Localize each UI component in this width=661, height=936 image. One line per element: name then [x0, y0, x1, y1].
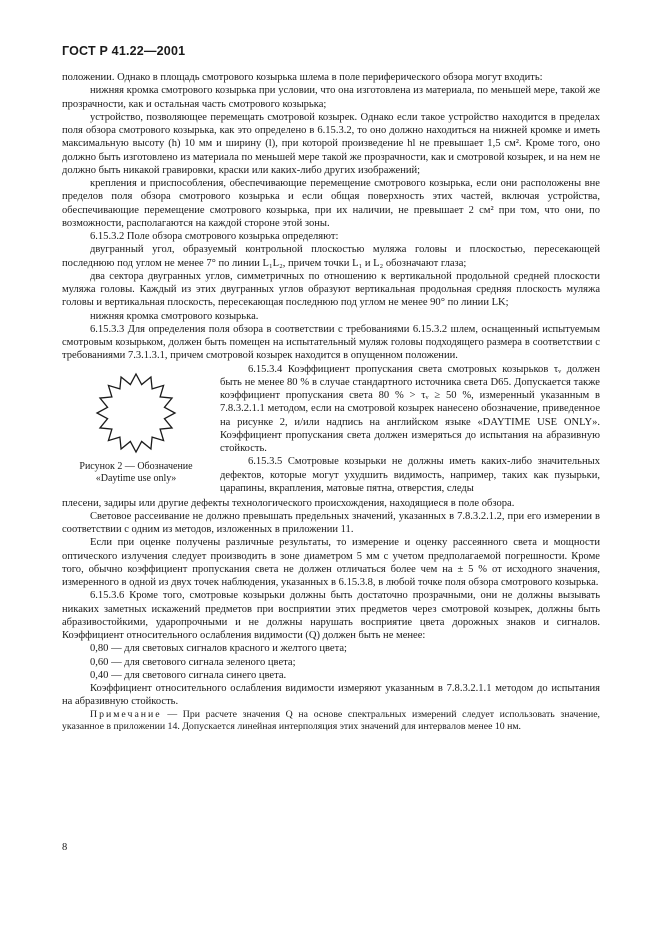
figure-2 — [62, 363, 210, 497]
note — [62, 709, 600, 735]
note-label: Примечание — [90, 708, 162, 720]
paragraph: плесени, задиры или другие дефекты технологического происхождения, находящиеся в поле обзора. — [62, 497, 515, 509]
paragraph: положении. Однако в площадь смотрового козырька шлема в поле периферического обзора могут входить: — [62, 72, 543, 83]
list-item: 0,60 — для светового сигнала зеленого цвета; — [90, 656, 296, 668]
note-text: — При расчете значения Q на основе спектральных измерений следует использовать значение, указанное в приложении 14. Допускается линейная интерполяция этих значений для интервалов менее 10 нм. — [62, 708, 600, 733]
paragraph: 6.15.3.5 Смотровые козырьки не должны иметь каких-либо значительных дефектов, которые могут ухудшить видимость, например, таких как пузырьки, царапины, вкрапления, матовые пятна, отверстия, следы — [220, 456, 600, 494]
side-text — [220, 363, 600, 496]
paragraph: Если при оценке получены различные результаты, то измерение и оценку рассеянного света и мощности оптического излучения следует производить в зоне диаметром 5 мм с учетом предполагаемой погрешности. Кроме того, обычно коэффициент пропускания света не должен отличаться более чем на ± 5 % от исходного значения, измеренного в одной из двух точек наблюдения, указанных в 6.15.3.8, в любой точке поля обзора смотрового козырька. — [62, 537, 600, 588]
paragraph: крепления и приспособления, обеспечивающие перемещение смотрового козырька, если они расположены вне пределов поля обзора смотрового козырька и если общая поверхность этих частей, включая устройства, обеспечивающие перемещение смотрового козырька, при их наличии, не превышает 2 см² при том, что они, по возможности, располагаются на каждой стороне этой зоны. — [62, 178, 600, 229]
figure-block — [62, 363, 600, 497]
paragraph: 6.15.3.3 Для определения поля обзора в соответствии с требованиями 6.15.3.2 шлем, оснащенный испытуемым смотровым козырьком, должен быть помещен на испытательный муляж головы подходящего размера в соответствии с требованиями 7.3.1.3.1, причем смотровой козырек находится в опущенном положении. — [62, 323, 600, 362]
paragraph: 6.15.3.4 Коэффициент пропускания света смотровых козырьков τᵥ должен быть не менее 80 % в случае стандартного источника света D65. Допускается также коэффициент пропускания света 80 % > τᵥ ≥ 50 %, измеренный указанным в 7.8.3.2.1.1 методом, если на смотровой козырек нанесено обозначение, приведенное на рисунке 2, и/или надпись на английском языке «DAYTIME USE ONLY». Коэффициент пропускания света должен измеряться до испытания на абразивную стойкость. — [220, 363, 600, 454]
paragraph: два сектора двугранных углов, симметричных по отношению к вертикальной продольной средней плоскости муляжа головы. Каждый из этих двугранных углов образуют вертикальная продольная средняя плоскость муляжа головы и вертикальная плоскость, пересекающая последнюю под углом не менее 90° по линии LK; — [62, 270, 600, 309]
sun-icon — [94, 371, 178, 455]
page-number: 8 — [62, 842, 68, 853]
paragraph: нижняя кромка смотрового козырька при условии, что она изготовлена из материала, по меньшей мере, такой же прозрачности, как и остальная часть смотрового козырька; — [62, 85, 600, 110]
paragraph: Световое рассеивание не должно превышать предельных значений, указанных в 7.8.3.2.1.2, при его измерении в соответствии с одним из методов, изложенных в приложении 11. — [62, 510, 600, 535]
clause-heading: 6.15.3.2 Поле обзора смотрового козырька определяют: — [90, 231, 339, 242]
paragraph: устройство, позволяющее перемещать смотровой козырек. Однако если такое устройство находится в пределах поля обзора смотрового козырька, как это определено в 6.15.3.2, то оно должно находиться на нижней кромке и иметь максимальную высоту (h) 10 мм и ширину (l), при которой произведение hl не превышает 1,5 см². Кроме того, оно должно быть изготовлено из материала по меньшей мере такой же прозрачности, как и смотровой козырек, и на нем не должно быть никакой гравировки, краски или каких-либо других изображений; — [62, 111, 600, 176]
document-header: ГОСТ Р 41.22—2001 — [62, 44, 186, 58]
document-body — [62, 71, 600, 734]
sun-outline — [97, 374, 175, 452]
list-item: 0,40 — для светового сигнала синего цвета. — [90, 669, 287, 681]
paragraph: нижняя кромка смотрового козырька. — [90, 310, 259, 322]
figure-caption-line: «Daytime use only» — [95, 473, 177, 484]
paragraph: Коэффициент относительного ослабления видимости измеряют указанным в 7.8.3.2.1.1 методом до испытания на абразивную стойкость. — [62, 683, 600, 708]
figure-caption — [62, 461, 210, 486]
list-item: 0,80 — для световых сигналов красного и желтого цвета; — [90, 643, 347, 655]
paragraph: двугранный угол, образуемый контрольной плоскостью муляжа головы и плоскостью, пересекающей последнюю под углом не менее 7° по линии L₁L₂, причем точки L₁ и L₂ обозначают глаза; — [62, 244, 600, 269]
paragraph: 6.15.3.6 Кроме того, смотровые козырьки должны быть достаточно прозрачными, они не должны вызывать никаких заметных искажений предметов при восприятии этих предметов через смотровой козырек, должны быть абразивостойкими, ударопрочными и не должны нарушать восприятие цвета дорожных знаков и сигналов. Коэффициент относительного ослабления видимости (Q) должен быть не менее: — [62, 590, 600, 641]
figure-caption-line: Рисунок 2 — Обозначение — [79, 460, 193, 472]
